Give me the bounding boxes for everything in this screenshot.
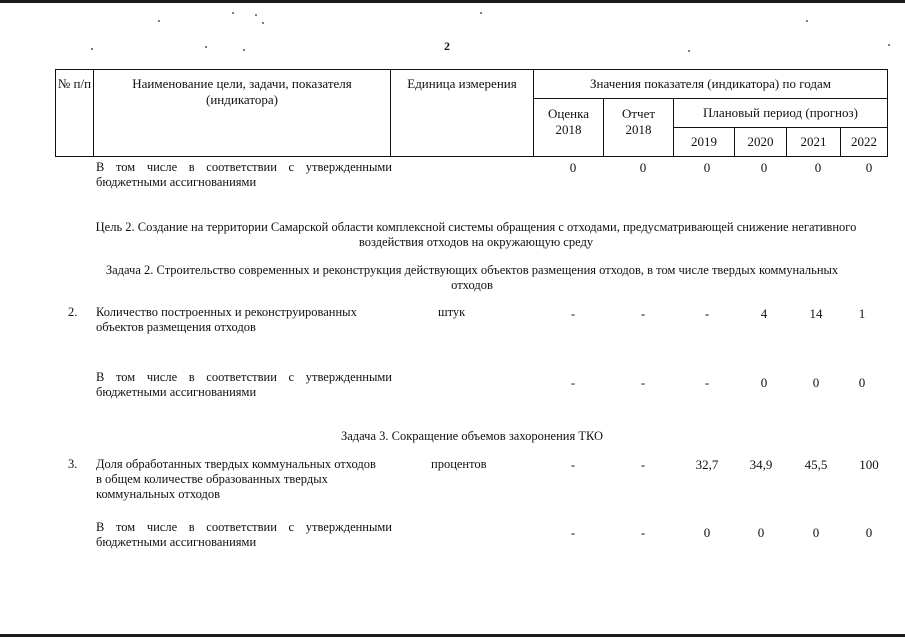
value-cell: 0	[865, 160, 873, 175]
header-values-title: Значения показателя (индикатора) по годам	[534, 70, 888, 99]
task-heading: Задача 3. Сокращение объемов захоронения ТКО	[340, 429, 604, 443]
scan-speck	[806, 20, 808, 22]
value-cell: -	[704, 306, 710, 321]
scan-speck	[243, 49, 245, 51]
scan-speck	[255, 14, 257, 16]
header-planned-period: Плановый период (прогноз)	[674, 99, 888, 128]
header-estimate: Оценка 2018	[534, 99, 604, 157]
value-cell: 0	[569, 160, 577, 175]
indicator-table-header	[55, 69, 888, 157]
value-cell: 0	[757, 525, 765, 540]
top-scan-border	[0, 0, 905, 3]
bottom-scan-border	[0, 634, 905, 637]
value-cell: 32,7	[695, 457, 719, 472]
value-cell: 0	[812, 525, 820, 540]
row-unit: штук	[438, 305, 466, 319]
task-heading: Задача 2. Строительство современных и реконструкция действующих объектов размещения отходов, в том числе твердых коммунальных отходов	[105, 263, 839, 292]
scan-speck	[91, 48, 93, 50]
value-cell: 0	[703, 525, 711, 540]
row-unit: процентов	[431, 457, 487, 471]
header-number: № п/п	[56, 70, 94, 157]
value-cell: 0	[865, 525, 873, 540]
scan-speck	[158, 20, 160, 22]
header-name: Наименование цели, задачи, показателя (индикатора)	[94, 70, 391, 157]
scan-speck	[688, 50, 690, 52]
header-year: 2020	[735, 128, 787, 157]
value-cell: -	[570, 306, 576, 321]
row-indicator-text: Доля обработанных твердых коммунальных отходов в общем количестве образованных твердых коммунальных отходов	[96, 457, 376, 501]
row-number: 2.	[68, 305, 78, 319]
value-cell: 14	[809, 306, 823, 321]
value-cell: 0	[639, 160, 647, 175]
scan-speck	[232, 12, 234, 14]
value-cell: 1	[858, 306, 866, 321]
header-year: 2022	[841, 128, 888, 157]
header-unit: Единица измерения	[391, 70, 534, 157]
value-cell: 0	[760, 160, 768, 175]
row-indicator-text: Количество построенных и реконструированных объектов размещения отходов	[96, 305, 357, 334]
value-cell: 100	[859, 457, 879, 472]
goal-heading: Цель 2. Создание на территории Самарской области комплексной системы обращения с отходами, предусматривающей снижение негативного воздействия отходов на окружающую среду	[95, 220, 857, 249]
value-cell: -	[570, 375, 576, 390]
scan-speck	[205, 46, 207, 48]
scan-speck	[888, 44, 890, 46]
row-budget-text: В том числе в соответствии с утвержденными бюджетными ассигнованиями	[96, 520, 392, 549]
value-cell: 0	[858, 375, 866, 390]
value-cell: -	[704, 375, 710, 390]
row-budget-text: В том числе в соответствии с утвержденными бюджетными ассигнованиями	[96, 370, 392, 399]
value-cell: 4	[760, 306, 768, 321]
row-number: 3.	[68, 457, 78, 471]
value-cell: 0	[812, 375, 820, 390]
page-number: 2	[444, 39, 450, 53]
value-cell: 0	[703, 160, 711, 175]
value-cell: -	[640, 525, 646, 540]
value-cell: -	[640, 375, 646, 390]
value-cell: -	[640, 457, 646, 472]
header-year: 2021	[787, 128, 841, 157]
value-cell: -	[570, 525, 576, 540]
value-cell: 45,5	[804, 457, 828, 472]
row-budget-text: В том числе в соответствии с утвержденными бюджетными ассигнованиями	[96, 160, 392, 189]
value-cell: -	[570, 457, 576, 472]
header-report: Отчет 2018	[604, 99, 674, 157]
header-year: 2019	[674, 128, 735, 157]
scan-speck	[480, 12, 482, 14]
value-cell: -	[640, 306, 646, 321]
value-cell: 0	[760, 375, 768, 390]
scan-speck	[262, 22, 264, 24]
value-cell: 34,9	[749, 457, 773, 472]
value-cell: 0	[814, 160, 822, 175]
